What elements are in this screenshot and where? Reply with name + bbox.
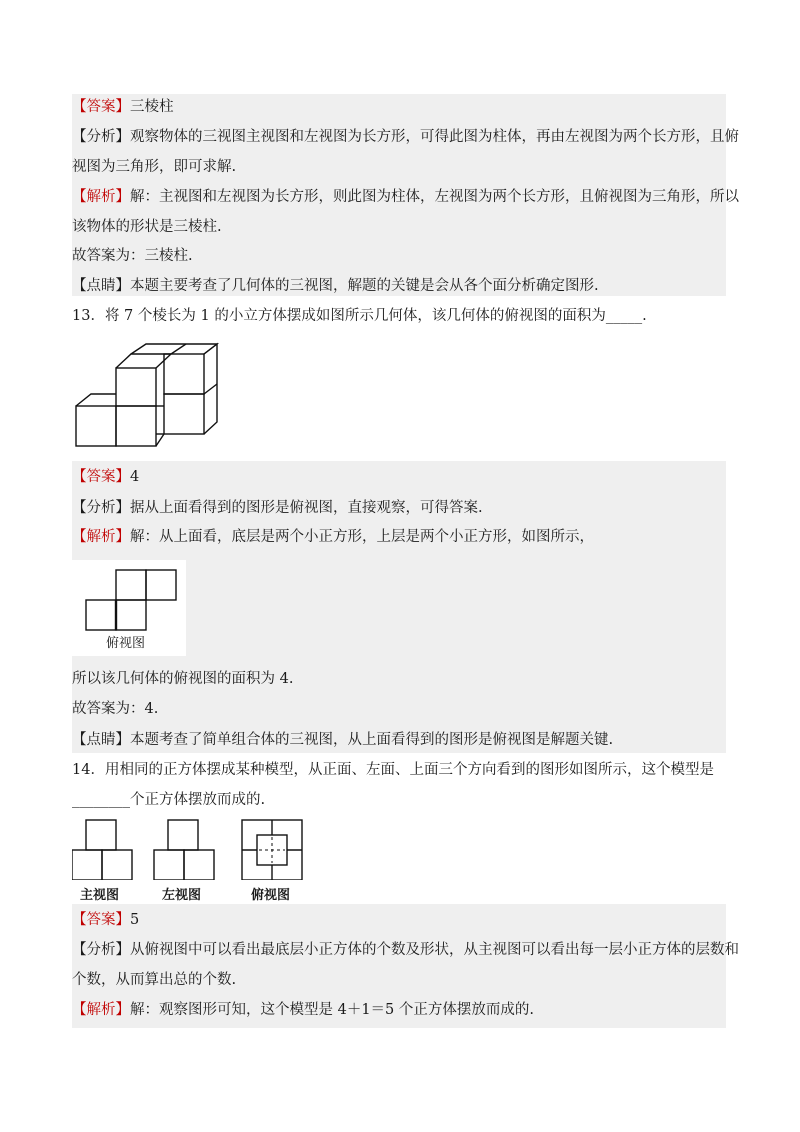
solution-line-12 [72,187,739,207]
answer-text: 5 [130,912,140,928]
analysis-line-12 [72,127,739,147]
question-14b: ________个正方体摆放而成的. [72,792,266,808]
three-views-figure-14 [72,818,312,880]
caption-left-view: 左视图 [162,888,202,903]
answer-tag: 【答案】 [72,469,130,485]
solution-text: 解：主视图和左视图为长方形，则此图为柱体，左视图为两个长方形，且俯视图为三角形，所以 [130,189,739,205]
caption-top-view: 俯视图 [251,888,291,903]
cube-figure-13 [74,342,220,448]
question-13: 13．将 7 个棱长为 1 的小立方体摆成如图所示几何体，该几何体的俯视图的面积为_____. [72,308,647,324]
top-view-figure-13 [72,560,186,656]
analysis-tag: 【分析】 [72,129,130,145]
final-answer-13: 故答案为：4. [72,701,159,717]
analysis-line-12b: 视图为三角形，即可求解. [72,159,237,175]
answer-tag: 【答案】 [72,912,130,928]
analysis-line-14 [72,940,739,960]
figure-caption: 俯视图 [106,636,146,651]
comment-text: 本题主要考查了几何体的三视图，解题的关键是会从各个面分析确定图形. [130,278,599,294]
comment-tag: 【点睛】 [72,278,130,294]
solution-line-12b: 该物体的形状是三棱柱. [72,219,222,235]
analysis-text: 据从上面看得到的图形是俯视图，直接观察，可得答案. [130,500,483,516]
analysis-line-14b: 个数，从而算出总的个数. [72,972,237,988]
analysis-text: 观察物体的三视图主视图和左视图为长方形，可得此图为柱体，再由左视图为两个长方形，且俯 [130,129,739,145]
solution-line-13 [72,527,726,547]
answer-tag: 【答案】 [72,99,130,115]
final-answer-12: 故答案为：三棱柱. [72,248,193,264]
answer-line-13 [72,467,726,487]
solution-line-14 [72,1000,726,1020]
analysis-text: 从俯视图中可以看出最底层小正方体的个数及形状，从主视图可以看出每一层小正方体的层数和 [130,942,739,958]
conclusion-13: 所以该几何体的俯视图的面积为 4. [72,671,294,687]
comment-line-13 [72,730,726,750]
answer-text: 三棱柱 [130,99,174,115]
question-14: 14．用相同的正方体摆成某种模型，从正面、左面、上面三个方向看到的图形如图所示，这个模型是 [72,762,714,778]
answer-line-14 [72,910,726,930]
solution-tag: 【解析】 [72,189,130,205]
answer-text: 4 [130,469,140,485]
analysis-line-13 [72,498,726,518]
comment-text: 本题考查了简单组合体的三视图，从上面看得到的图形是俯视图是解题关键. [130,732,614,748]
answer-line-12 [72,97,726,117]
comment-line-12 [72,276,726,296]
solution-tag: 【解析】 [72,1002,130,1018]
analysis-tag: 【分析】 [72,500,130,516]
solution-text: 解：观察图形可知，这个模型是 4＋1＝5 个正方体摆放而成的. [130,1002,535,1018]
solution-tag: 【解析】 [72,529,130,545]
comment-tag: 【点睛】 [72,732,130,748]
solution-text: 解：从上面看，底层是两个小正方形，上层是两个小正方形，如图所示， [130,529,594,545]
analysis-tag: 【分析】 [72,942,130,958]
caption-front-view: 主视图 [80,888,120,903]
